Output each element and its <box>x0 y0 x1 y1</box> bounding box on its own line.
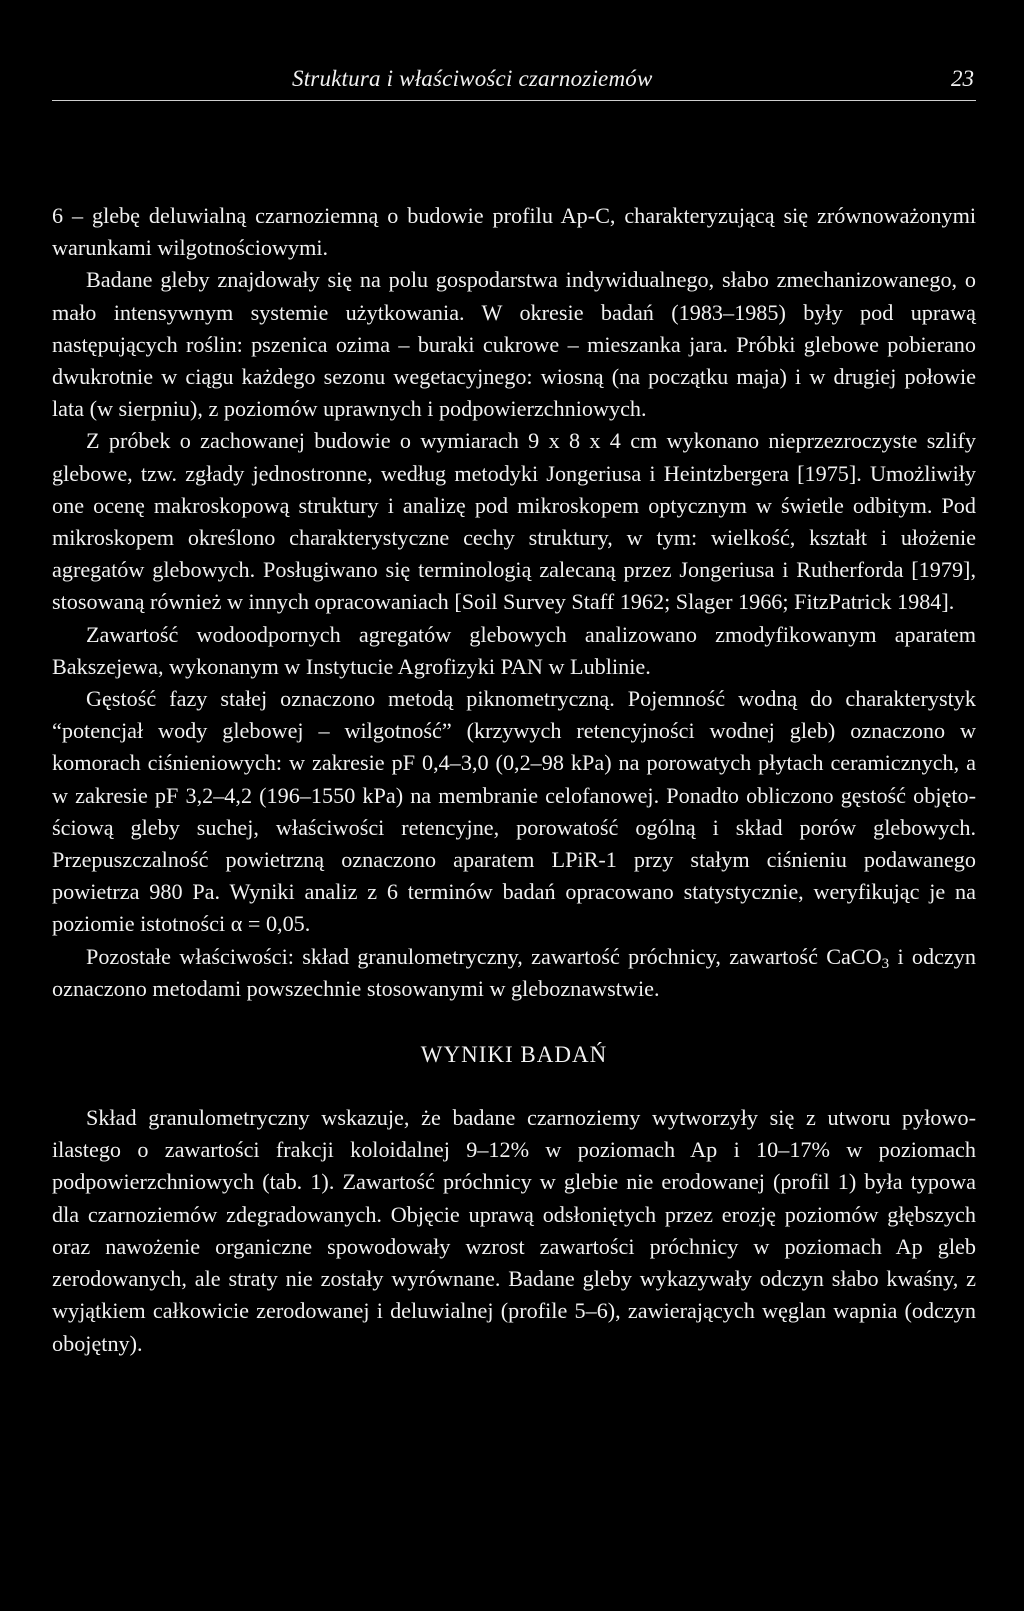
document-page <box>52 0 976 1611</box>
paragraph-thin-sections: Z próbek o zachowanej budowie o wymiarach 9 x 8 x 4 cm wykonano nieprzezroczyste szlify glebowe, tzw. zgłady jednostronne, według metodyki Jongeriusa i Heintzbergera [1975]. Umożliwiły one ocenę makroskopową struktury i analizę pod mikroskopem optycznym w świetle odbitym. Pod mikroskopem określono charakterystyczne cechy struktury, w tym: wielkość, kształt i ułożenie agregatów glebowych. Posługiwano się terminologią zalecaną przez Jongeriusa i Rutherforda [1979], stosowaną również w innych opracowaniach [Soil Survey Staff 1962; Slager 1966; FitzPatrick 1984]. <box>52 428 976 615</box>
paragraph-other-properties-start: Pozostałe właściwości: skład granulometryczny, zawartość próchnicy, zawartość CaCO <box>86 943 882 969</box>
running-header <box>52 62 976 101</box>
paragraph-other-properties <box>52 941 976 1005</box>
paragraph-aggregates: Zawartość wodoodpornych agregatów glebowych analizowano zmodyfikowanym aparatem Bakszejewa, wykonanym w Instytucie Agrofizyki PAN w Lublinie. <box>52 621 976 679</box>
running-title: Struktura i właściwości czarnoziemów <box>292 66 653 91</box>
section-heading-results: WYNIKI BADAŃ <box>420 1042 608 1068</box>
paragraph-other-properties-end: i odczyn oznaczono metodami powszechnie stosowanymi w gleboznawstwie. <box>52 943 976 1001</box>
caco3-subscript: 3 <box>881 955 890 972</box>
body-text <box>52 200 976 1360</box>
page-number: 23 <box>951 66 974 91</box>
paragraph-results: Skład granulometryczny wskazuje, że badane czarnoziemy wytworzyły się z utworu pyłowo-ilastego o zawartości frakcji koloidalnej 9–12% w poziomach Ap i 10–17% w poziomach podpowierzchniowych (tab. 1). Zawartość próchnicy w glebie nie erodowanej (profil 1) była typowa dla czarnoziemów zdegradowanych. Objęcie uprawą odsłoniętych przez erozję poziomów głębszych oraz nawożenie organiczne spowodowały wzrost zawartości próchnicy w poziomach Ap gleb zerodowanych, ale straty nie zostały wyrównane. Badane gleby wykazywały odczyn słabo kwaśny, z wyjątkiem całkowicie zerodowanej i deluwialnej (profile 5–6), zawierających węglan wapnia (odczyn obojętny). <box>52 1105 976 1356</box>
paragraph-field-conditions: Badane gleby znajdowały się na polu gospodarstwa indywidualnego, słabo zmechanizowanego, o mało intensywnym systemie użytkowania. W okresie badań (1983–1985) były pod uprawą następujących roślin: pszenica ozima – buraki cukrowe – mieszanka jara. Próbki glebowe pobierano dwukrotnie w ciągu każdego sezonu wegetacyjnego: wiosną (na początku maja) i w drugiej połowie lata (w sierpniu), z poziomów uprawnych i podpowierzchniowych. <box>52 267 976 422</box>
paragraph-methods: Gęstość fazy stałej oznaczono metodą piknometryczną. Pojemność wodną do charakterystyk “potencjał wody glebowej – wilgotność” (krzywych retencyjności wodnej gleb) oznaczono w komorach ciśnieniowych: w zakresie pF 0,4–3,0 (0,2–98 kPa) na porowatych płytach ceramicznych, a w zakresie pF 3,2–4,2 (196–1550 kPa) na membranie celofanowej. Ponadto obliczono gęstość objętościową gleby suchej, właściwości retencyjne, porowatość ogólną i skład porów glebowych. Przepuszczalność powietrzną oznaczono aparatem LPiR-1 przy stałym ciśnieniu podawanego powietrza 980 Pa. Wyniki analiz z 6 terminów badań opracowano statystycznie, weryfikując je na poziomie istotności α = 0,05. <box>52 686 976 937</box>
paragraph-soil-type-6: 6 – glebę deluwialną czarnoziemną o budowie profilu Ap-C, charakteryzującą się zrównoważonymi warunkami wilgotnościowymi. <box>52 203 976 261</box>
